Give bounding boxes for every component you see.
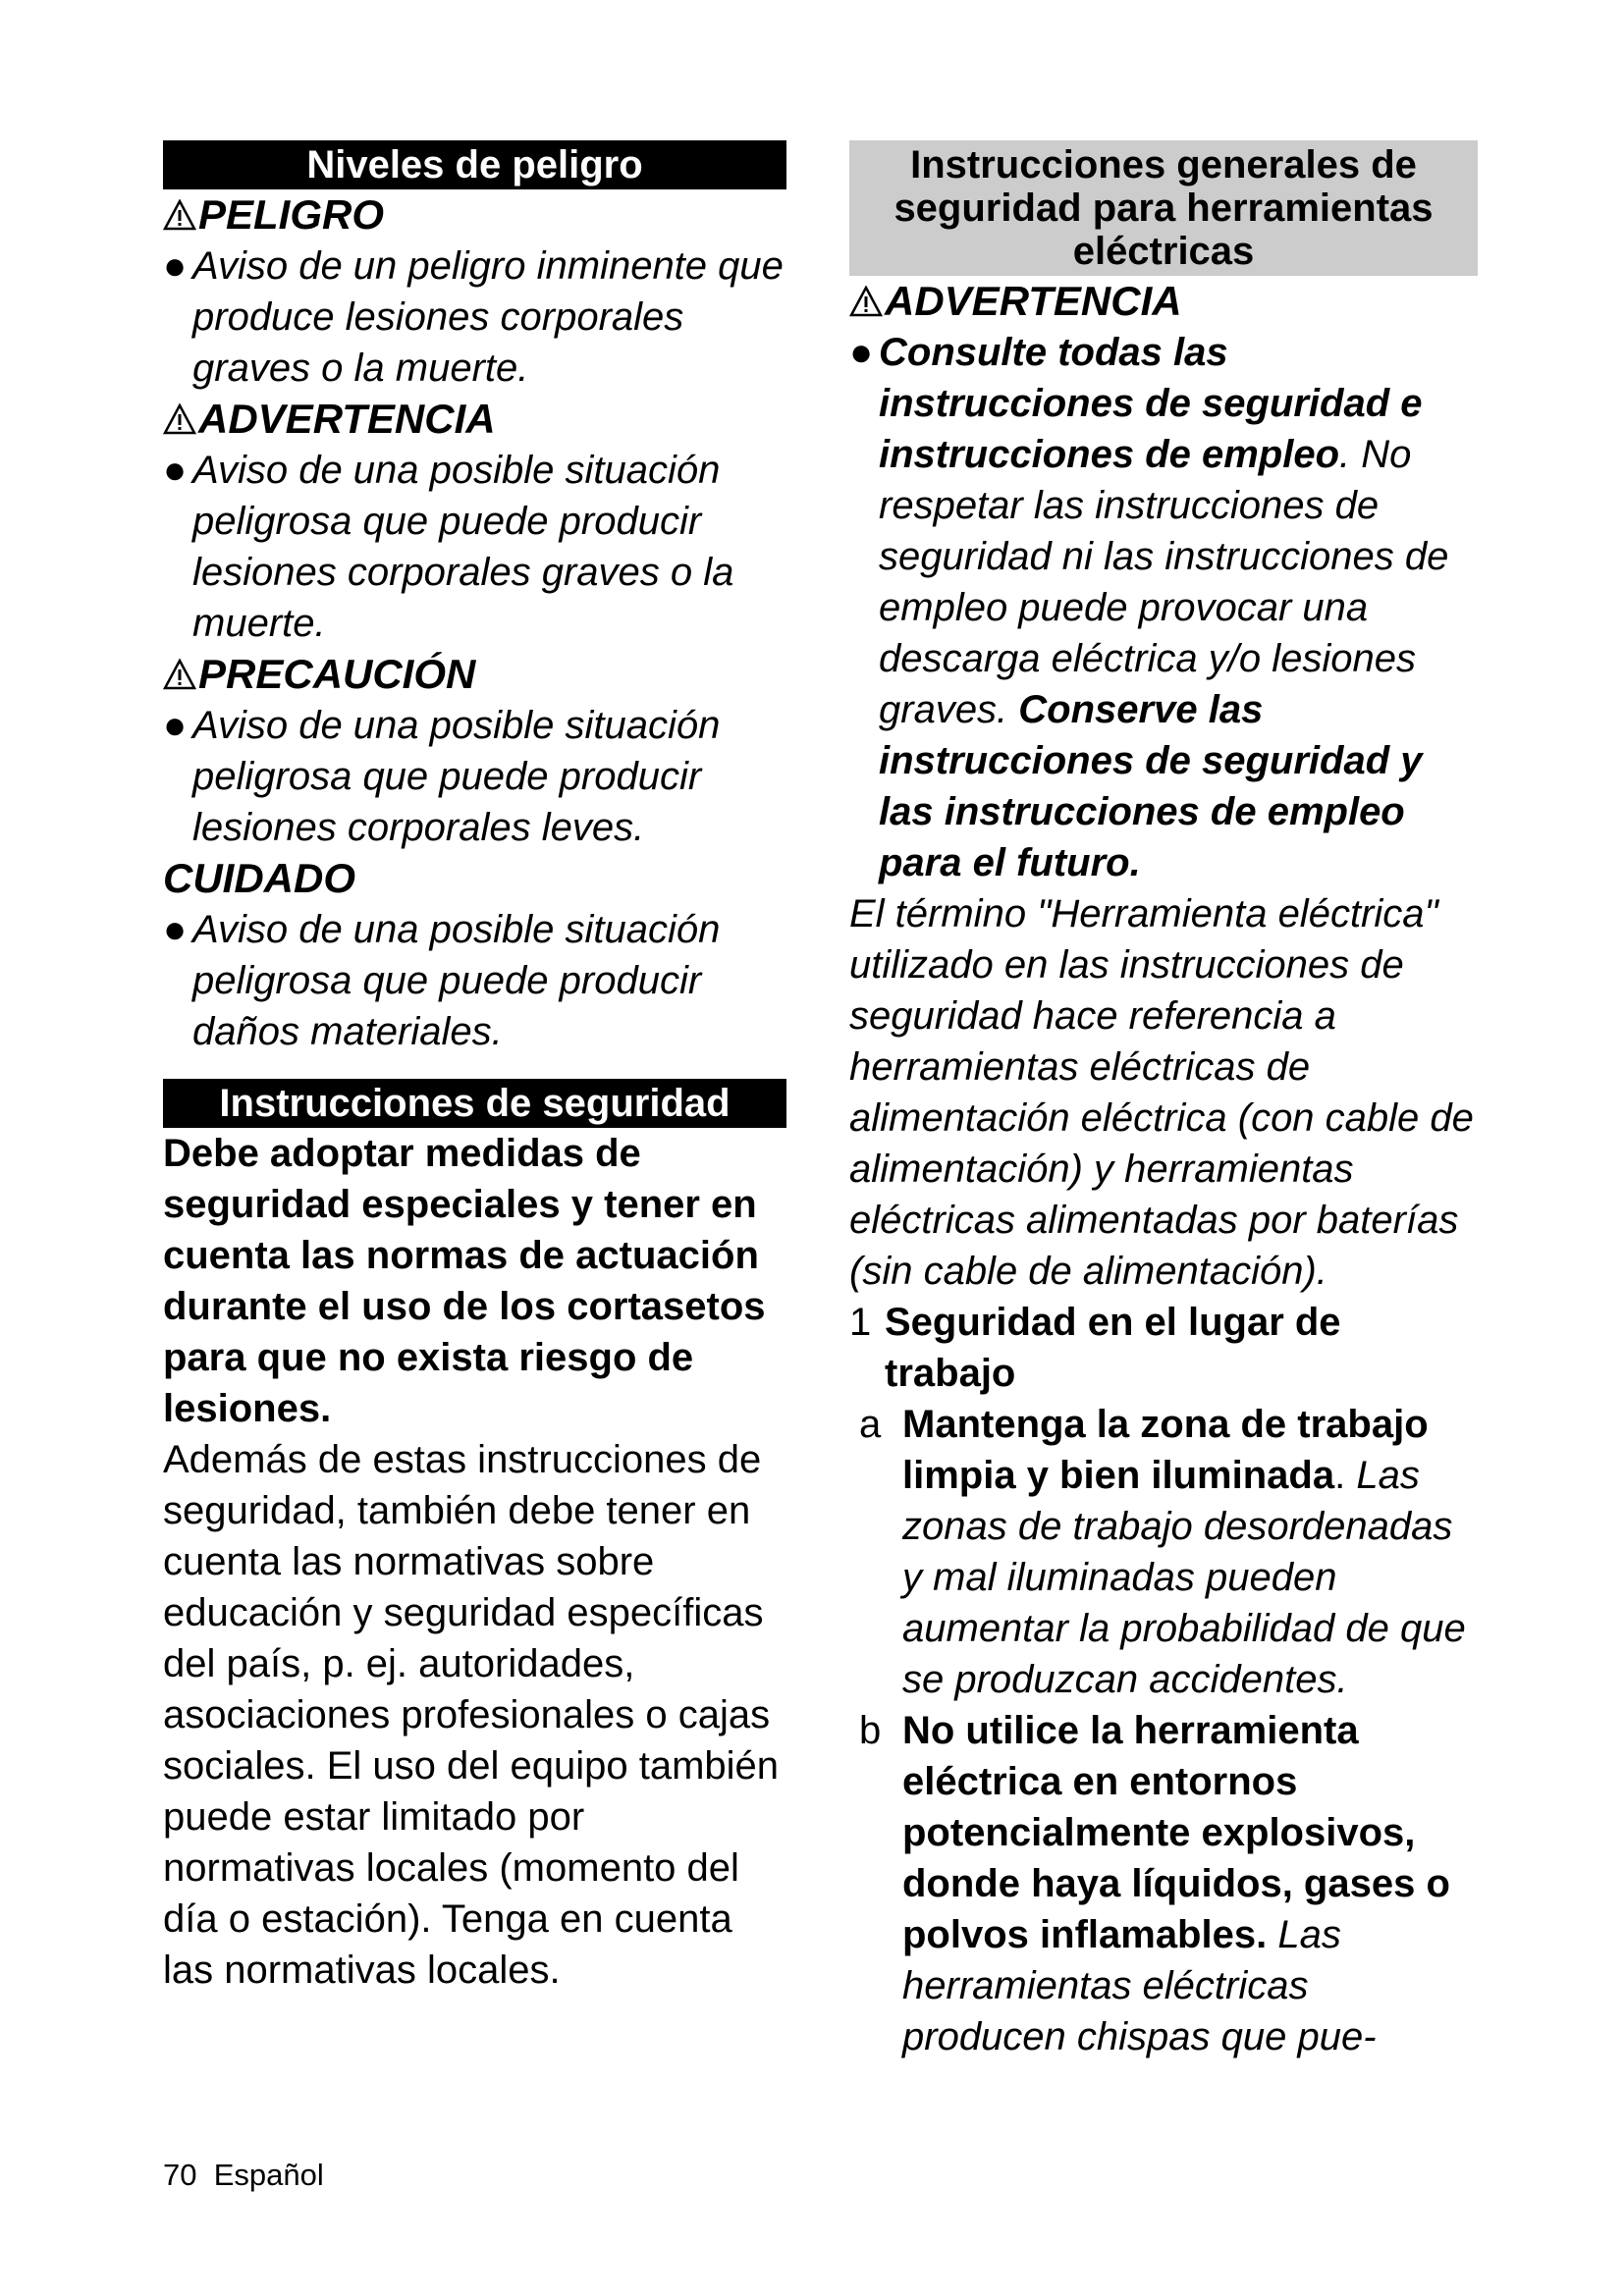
cuidado-bullet: ● Aviso de una posible situación peligrosa que puede producir daños materiales. (163, 904, 786, 1057)
section-header-safety-instructions: Instrucciones de seguridad (163, 1079, 786, 1128)
section-header-general-safety: Instrucciones generales de seguridad para herramientas eléctricas (849, 140, 1478, 276)
bullet-icon: ● (849, 331, 874, 374)
list-item-1: 1 Seguridad en el lugar de trabajo (849, 1301, 1341, 1395)
page-number: 70 (163, 2158, 197, 2192)
list-item-1a: a Mantenga la zona de trabajo limpia y bien iluminada. Las zonas de trabajo desordenadas y mal iluminadas pueden aumentar la probabilidad de que se produzcan accidentes. (859, 1403, 1466, 1701)
left-column (163, 140, 786, 1996)
warning-triangle-icon (163, 659, 196, 690)
warning-triangle-icon (163, 199, 196, 231)
list-item-1b: b No utilice la herramienta eléctrica en entornos potencialmente explosivos, donde haya líquidos, gases o polvos inflamables. Las herramientas eléctricas producen chispas que pue- (859, 1709, 1450, 2058)
advertencia-bullet: ● Aviso de una posible situación peligrosa que puede producir lesiones corporales graves o la muerte. (163, 445, 786, 649)
footer-language: Español (213, 2158, 324, 2192)
peligro-label: PELIGRO (163, 189, 786, 240)
bullet-icon: ● (163, 704, 188, 747)
safety-normal-paragraph: Además de estas instrucciones de seguridad, también debe tener en cuenta las normativas sobre educación y seguridad específicas del país, p. ej. autoridades, asociaciones profesionales o cajas sociales. El uso del equipo también puede estar limitado por normativas locales (momento del día o estación). Tenga en cuenta las normativas locales. (163, 1438, 780, 1992)
warning-triangle-icon (849, 286, 883, 317)
section-header-danger-levels: Niveles de peligro (163, 140, 786, 189)
peligro-bullet: ● Aviso de un peligro inminente que produce lesiones corporales graves o la muerte. (163, 240, 786, 394)
advertencia-label: ADVERTENCIA (163, 394, 786, 445)
cuidado-label: CUIDADO (163, 855, 355, 901)
term-paragraph: El término "Herramienta eléctrica" utilizado en las instrucciones de seguridad hace referencia a herramientas eléctricas de alimentación eléctrica (con cable de alimentación) y herramientas eléctricas alimentadas por baterías (sin cable de alimentación). (849, 892, 1474, 1293)
bullet-icon: ● (163, 908, 188, 951)
bullet-icon: ● (163, 244, 188, 288)
consult-bullet: ● Consulte todas las instrucciones de seguridad e instrucciones de empleo. No respetar las instrucciones de seguridad ni las instrucciones de empleo puede provocar una descarga eléctrica y/o lesiones graves. Conserve las instrucciones de seguridad y las instrucciones de empleo para el futuro. (849, 327, 1478, 888)
safety-bold-paragraph: Debe adoptar medidas de seguridad especiales y tener en cuenta las normas de actuación durante el uso de los cortasetos para que no exista riesgo de lesiones. (163, 1132, 766, 1430)
advertencia-label-right: ADVERTENCIA (849, 276, 1478, 327)
right-column (849, 140, 1478, 2062)
precaucion-bullet: ● Aviso de una posible situación peligrosa que puede producir lesiones corporales leves. (163, 700, 786, 853)
warning-triangle-icon (163, 403, 196, 435)
page-footer (163, 2158, 324, 2193)
bullet-icon: ● (163, 449, 188, 492)
precaucion-label: PRECAUCIÓN (163, 649, 786, 700)
